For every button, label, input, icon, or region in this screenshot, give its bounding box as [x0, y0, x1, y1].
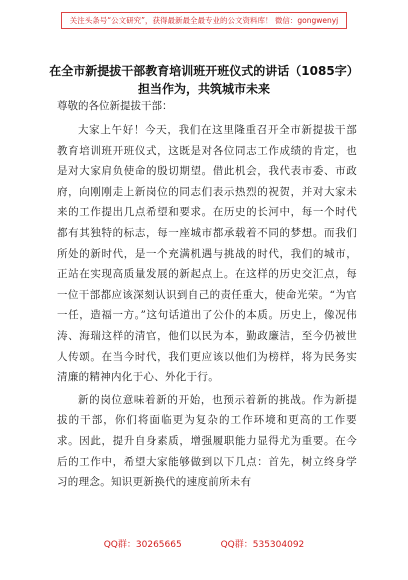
paragraph: 新的岗位意味着新的开始，也预示着新的挑战。作为新提拔的干部，你们将面临更为复杂的工作环境和更高的工作要求。因此，提升自身素质，增强履职能力显得尤为重要。在今后的工作中，希望大家能够做到以下几点：首先，树立终身学习的理念。知识更新换代的速度前所未有	[57, 393, 357, 489]
banner-text: 关注头条号“公文研究”，获得最新最全最专业的公文资料库！ 微信：gongwenyj	[61, 12, 348, 29]
footer-qq-group-1: QQ群：30265665	[103, 540, 182, 550]
document-title: 在全市新提拔干部教育培训班开班仪式的讲话（1085字）	[49, 64, 359, 78]
salutation: 尊敬的各位新提拔干部：	[57, 100, 173, 112]
document-body	[57, 120, 357, 493]
header-banner	[0, 8, 408, 28]
paragraph: 大家上午好！今天，我们在这里隆重召开全市新提拔干部教育培训班开班仪式，这既是对各位同志工作成绩的肯定，也是对大家肩负使命的殷切期望。借此机会，我代表市委、市政府，向刚刚走上新岗位的同志们表示热烈的祝贺，并对大家未来的工作提出几点希望和要求。在历史的长河中，每一个时代都有其独特的标志，每一座城市都承载着不同的梦想。而我们所处的新时代，是一个充满机遇与挑战的时代，我们的城市，正站在实现高质量发展的新起点上。在这样的历史交汇点，每一位干部都应该深刻认识到自己的责任重大，使命光荣。“为官一任，造福一方。”这句话道出了公仆的本质。历史上，像况伟涛、海瑞这样的清官，他们以民为本，勤政廉洁，至今仍被世人传颂。在当今时代，我们更应该以他们为榜样，将为民务实清廉的精神内化于心、外化于行。	[57, 124, 357, 384]
footer	[0, 537, 408, 550]
document-subtitle: 担当作为，共筑城市未来	[137, 82, 270, 96]
footer-qq-group-2: QQ群：535304092	[220, 540, 305, 550]
